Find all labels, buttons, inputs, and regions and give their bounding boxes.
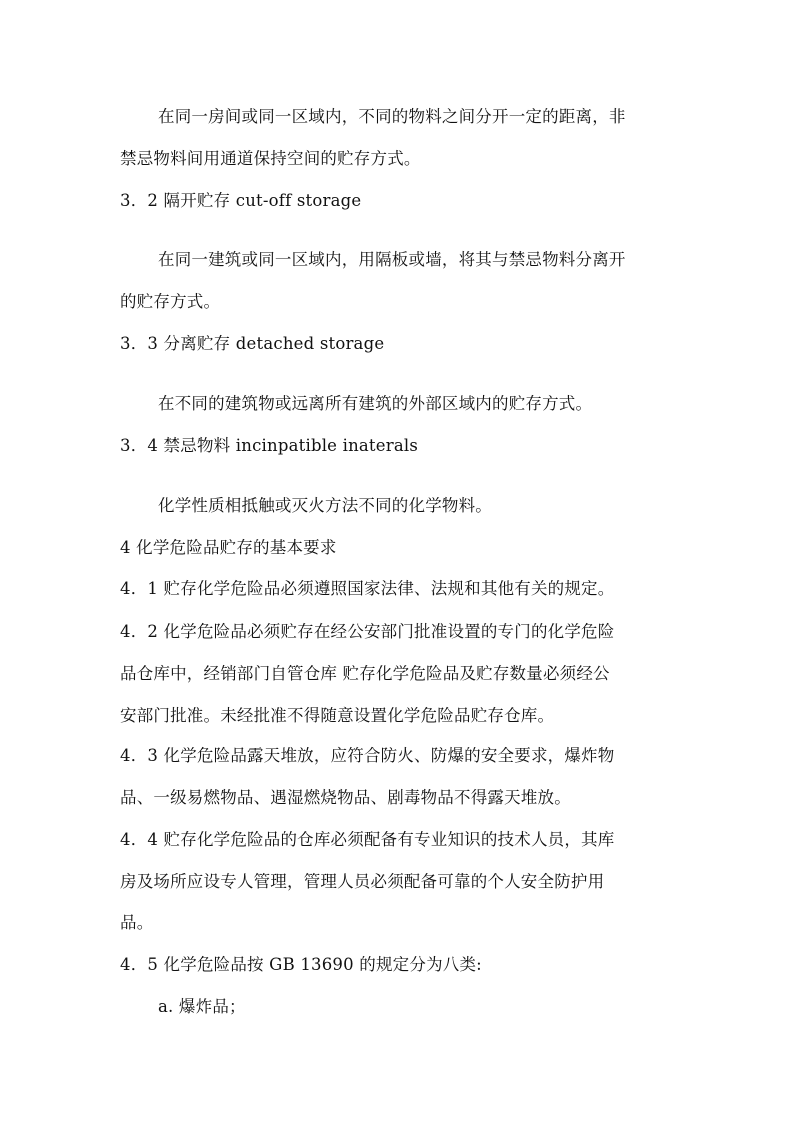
- paragraph-3-2-line-2: 的贮存方式。: [120, 292, 221, 311]
- section-4-3-line-1: 4．3 化学危险品露天堆放，应符合防火、防爆的安全要求，爆炸物: [120, 746, 615, 765]
- paragraph-3-4: 化学性质相抵触或灭火方法不同的化学物料。: [158, 496, 492, 515]
- section-4-4-line-1: 4．4 贮存化学危险品的仓库必须配备有专业知识的技术人员，其库: [120, 830, 615, 849]
- list-item-a: a. 爆炸品；: [158, 997, 246, 1016]
- section-3-3-heading: 3．3 分离贮存 detached storage: [120, 334, 385, 353]
- section-4-1: 4．1 贮存化学危险品必须遵照国家法律、法规和其他有关的规定。: [120, 579, 615, 598]
- section-4-3-line-2: 品、一级易燃物品、遇湿燃烧物品、剧毒物品不得露天堆放。: [120, 788, 571, 807]
- section-4-4-line-3: 品。: [120, 913, 154, 932]
- section-3-2-heading: 3．2 隔开贮存 cut-off storage: [120, 191, 362, 210]
- section-4-2-line-3: 安部门批准。未经批准不得随意设置化学危险品贮存仓库。: [120, 706, 555, 725]
- section-4-2-line-1: 4．2 化学危险品必须贮存在经公安部门批准设置的专门的化学危险: [120, 622, 615, 641]
- paragraph-3-3: 在不同的建筑物或远离所有建筑的外部区域内的贮存方式。: [158, 394, 593, 413]
- section-4-2-line-2: 品仓库中，经销部门自管仓库 贮存化学危险品及贮存数量必须经公: [120, 664, 610, 683]
- section-3-4-heading: 3．4 禁忌物料 incinpatible inaterals: [120, 436, 418, 455]
- paragraph-3-1-line-2: 禁忌物料间用通道保持空间的贮存方式。: [120, 149, 421, 168]
- section-4-heading: 4 化学危险品贮存的基本要求: [120, 538, 337, 557]
- section-4-4-line-2: 房及场所应设专人管理，管理人员必须配备可靠的个人安全防护用: [120, 872, 605, 891]
- paragraph-3-2-line-1: 在同一建筑或同一区域内，用隔板或墙，将其与禁忌物料分离开: [158, 250, 626, 269]
- section-4-5: 4．5 化学危险品按 GB 13690 的规定分为八类:: [120, 955, 482, 974]
- paragraph-3-1-line-1: 在同一房间或同一区域内，不同的物料之间分开一定的距离，非: [158, 107, 626, 126]
